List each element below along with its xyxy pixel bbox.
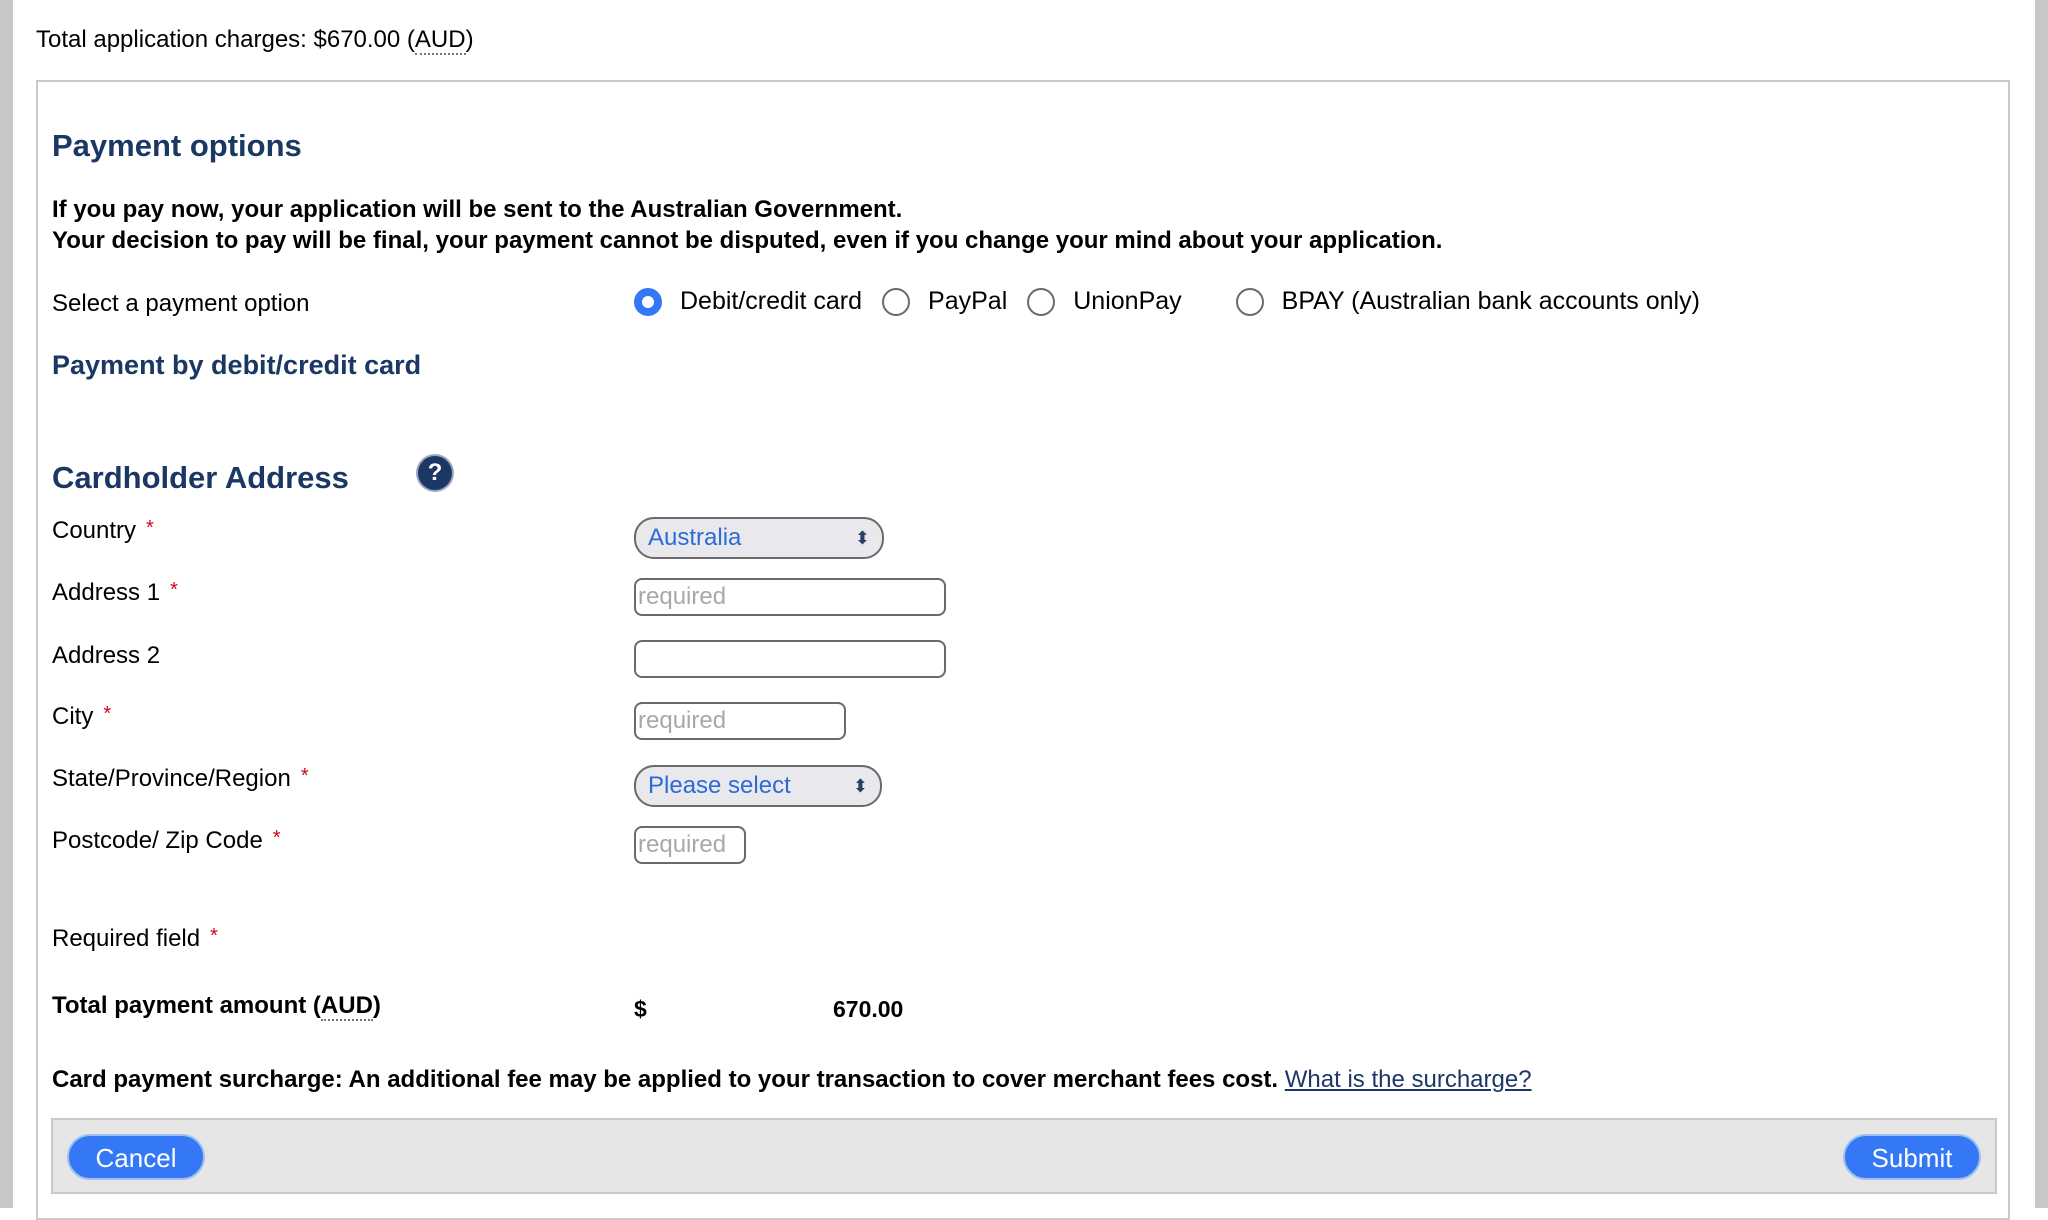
radio-bpay[interactable]: BPAY (Australian bank accounts only) <box>1236 287 1700 316</box>
city-input[interactable]: required <box>634 702 846 740</box>
radio-unselected-icon[interactable] <box>1236 288 1264 316</box>
city-label: City * <box>52 703 112 730</box>
right-page-gutter <box>2035 0 2048 1208</box>
card-payment-heading: Payment by debit/credit card <box>52 350 422 380</box>
chevron-updown-icon: ⬍ <box>854 528 870 548</box>
postcode-label: Postcode/ Zip Code * <box>52 827 281 854</box>
address2-label: Address 2 <box>52 642 161 669</box>
radio-selected-icon[interactable] <box>634 288 662 316</box>
required-asterisk: * <box>272 827 281 849</box>
payment-warning: If you pay now, your application will be sent to the Australian Government. Your decision to pay will be final, your payment cannot be disputed, even if you change your mind about your application. <box>52 196 1443 254</box>
currency-abbr: AUD <box>414 26 466 53</box>
help-question-icon[interactable]: ? <box>418 456 452 490</box>
surcharge-info-link[interactable]: What is the surcharge? <box>1284 1066 1532 1093</box>
radio-paypal[interactable]: PayPal <box>882 287 1007 316</box>
required-asterisk: * <box>300 765 309 787</box>
required-asterisk: * <box>210 925 218 947</box>
left-page-gutter <box>0 0 13 1208</box>
country-label: Country * <box>52 517 154 544</box>
payment-option-radio-group <box>634 287 1700 316</box>
country-select[interactable]: Australia ⬍ <box>634 517 884 559</box>
required-field-legend: Required field * <box>52 925 218 952</box>
radio-debit-credit-card[interactable]: Debit/credit card <box>634 287 862 316</box>
currency-abbr: AUD <box>320 992 373 1019</box>
state-select[interactable]: Please select ⬍ <box>634 765 882 807</box>
total-amount: 670.00 <box>833 996 904 1022</box>
radio-unselected-icon[interactable] <box>1027 288 1055 316</box>
form-actions-bar <box>51 1118 1997 1194</box>
payment-panel <box>36 80 2010 1220</box>
radio-unselected-icon[interactable] <box>882 288 910 316</box>
postcode-input[interactable]: required <box>634 826 746 864</box>
address1-label: Address 1 * <box>52 579 178 606</box>
state-label: State/Province/Region * <box>52 765 309 792</box>
surcharge-notice: Card payment surcharge: An additional fee may be applied to your transaction to cover merchant fees cost. What is the surcharge? <box>52 1066 1532 1093</box>
address2-input[interactable] <box>634 640 946 678</box>
required-asterisk: * <box>103 703 112 725</box>
currency-symbol: $ <box>634 996 647 1022</box>
radio-unionpay[interactable]: UnionPay <box>1027 287 1181 316</box>
payment-options-heading: Payment options <box>52 128 302 163</box>
chevron-updown-icon: ⬍ <box>852 776 868 796</box>
submit-button[interactable]: Submit <box>1843 1134 1981 1180</box>
total-application-charges: Total application charges: $670.00 (AUD) <box>36 26 474 53</box>
cardholder-address-heading: Cardholder Address <box>52 460 349 495</box>
required-asterisk: * <box>146 517 154 539</box>
cancel-button[interactable]: Cancel <box>67 1134 205 1180</box>
select-payment-option-label: Select a payment option <box>52 290 310 317</box>
address1-input[interactable]: required <box>634 578 946 616</box>
total-payment-label: Total payment amount (AUD) <box>52 992 381 1019</box>
required-asterisk: * <box>170 579 178 601</box>
